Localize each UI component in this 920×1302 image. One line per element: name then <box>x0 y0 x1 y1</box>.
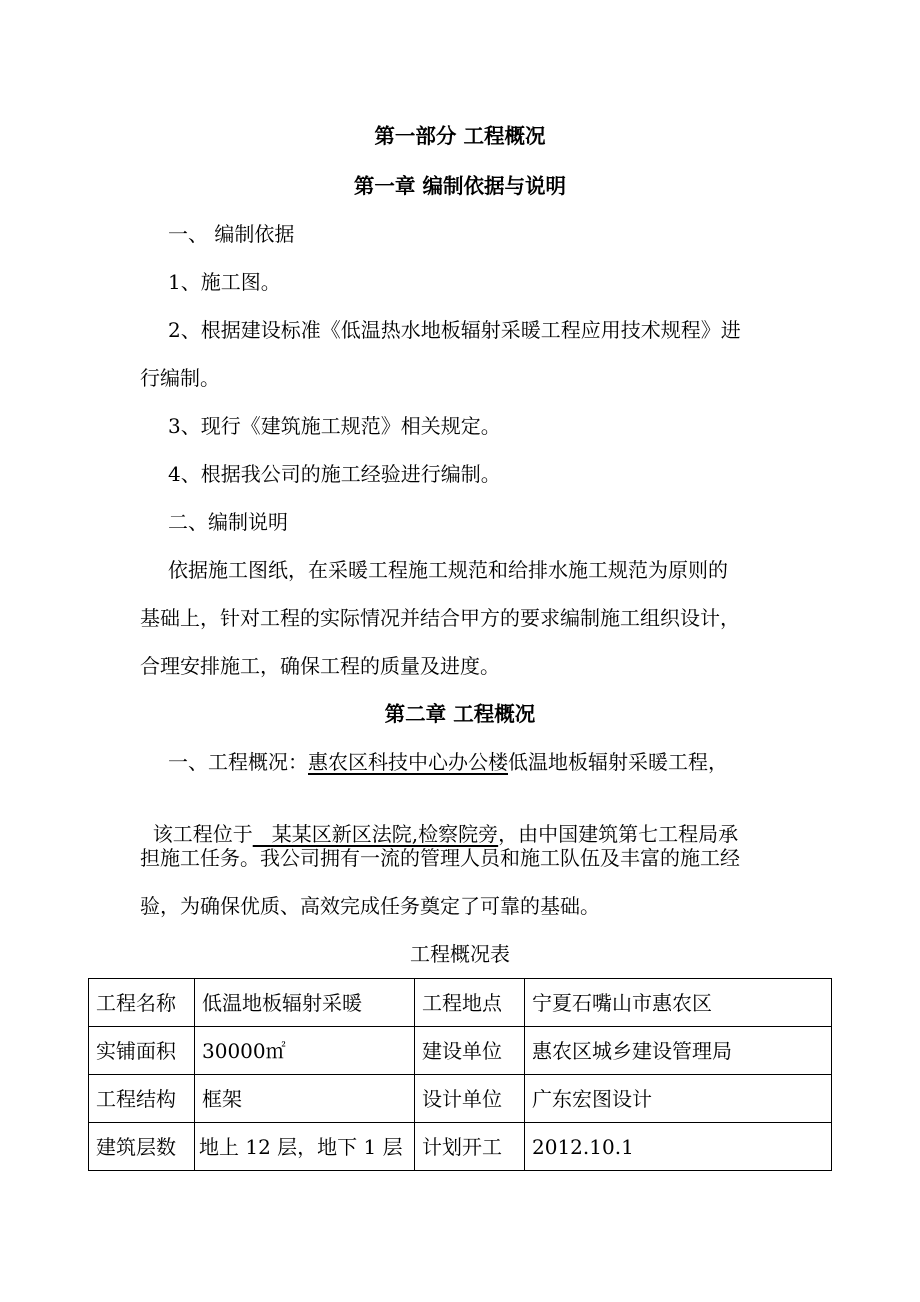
project-overview-table <box>88 978 832 1171</box>
chapter-1-title: 第一章 编制依据与说明 <box>353 174 567 198</box>
table-row <box>89 1075 832 1123</box>
table-cell-value: 30000㎡ <box>195 1027 415 1075</box>
paragraph-line: 依据施工图纸，在采暖工程施工规范和给排水施工规范为原则的 <box>168 558 728 582</box>
overview-line <box>168 750 728 774</box>
table-cell-value: 广东宏图设计 <box>525 1075 832 1123</box>
table-caption: 工程概况表 <box>410 942 510 966</box>
overview-text: 该工程位于 <box>152 822 253 846</box>
list-item: 2、根据建设标准《低温热水地板辐射采暖工程应用技术规程》进 <box>168 318 741 342</box>
table-cell-value: 低温地板辐射采暖 <box>195 979 415 1027</box>
table-cell-value: 地上 12 层，地下 1 层 <box>195 1123 415 1171</box>
table-cell-label: 建设单位 <box>415 1027 525 1075</box>
overview-line: 担施工任务。我公司拥有一流的管理人员和施工队伍及丰富的施工经 <box>140 846 740 870</box>
table-cell-value: 宁夏石嘴山市惠农区 <box>525 979 832 1027</box>
table-cell-value: 框架 <box>195 1075 415 1123</box>
section-heading-notes: 二、编制说明 <box>168 510 288 534</box>
table-cell-label: 设计单位 <box>415 1075 525 1123</box>
table-cell-value: 2012.10.1 <box>525 1123 832 1171</box>
table-cell-label: 建筑层数 <box>89 1123 195 1171</box>
table-cell-label: 实铺面积 <box>89 1027 195 1075</box>
chapter-2-title: 第二章 工程概况 <box>384 702 536 726</box>
overview-line: 验，为确保优质、高效完成任务奠定了可靠的基础。 <box>140 894 600 918</box>
project-name: 惠农区科技中心办公楼 <box>308 750 508 774</box>
list-item: 3、现行《建筑施工规范》相关规定。 <box>168 414 501 438</box>
project-location: 某某区新区法院,检察院旁 <box>252 822 499 846</box>
table-cell-label: 工程名称 <box>89 979 195 1027</box>
part-title: 第一部分 工程概况 <box>374 124 546 148</box>
table-cell-label: 工程结构 <box>89 1075 195 1123</box>
table-cell-label: 工程地点 <box>415 979 525 1027</box>
overview-text: 低温地板辐射采暖工程， <box>508 750 728 774</box>
table-row <box>89 1123 832 1171</box>
overview-text: ，由中国建筑第七工程局承 <box>498 822 739 846</box>
table-cell-label: 计划开工 <box>415 1123 525 1171</box>
table-cell-value: 惠农区城乡建设管理局 <box>525 1027 832 1075</box>
paragraph-line: 基础上，针对工程的实际情况并结合甲方的要求编制施工组织设计， <box>140 606 740 630</box>
list-item-continuation: 行编制。 <box>140 366 220 390</box>
overview-label: 一、工程概况： <box>168 750 308 774</box>
list-item: 1、施工图。 <box>168 270 281 294</box>
section-heading-basis: 一、 编制依据 <box>168 222 295 246</box>
table-row <box>89 979 832 1027</box>
overview-line <box>140 798 738 846</box>
paragraph-line: 合理安排施工，确保工程的质量及进度。 <box>140 654 500 678</box>
list-item: 4、根据我公司的施工经验进行编制。 <box>168 462 501 486</box>
table-row <box>89 1027 832 1075</box>
